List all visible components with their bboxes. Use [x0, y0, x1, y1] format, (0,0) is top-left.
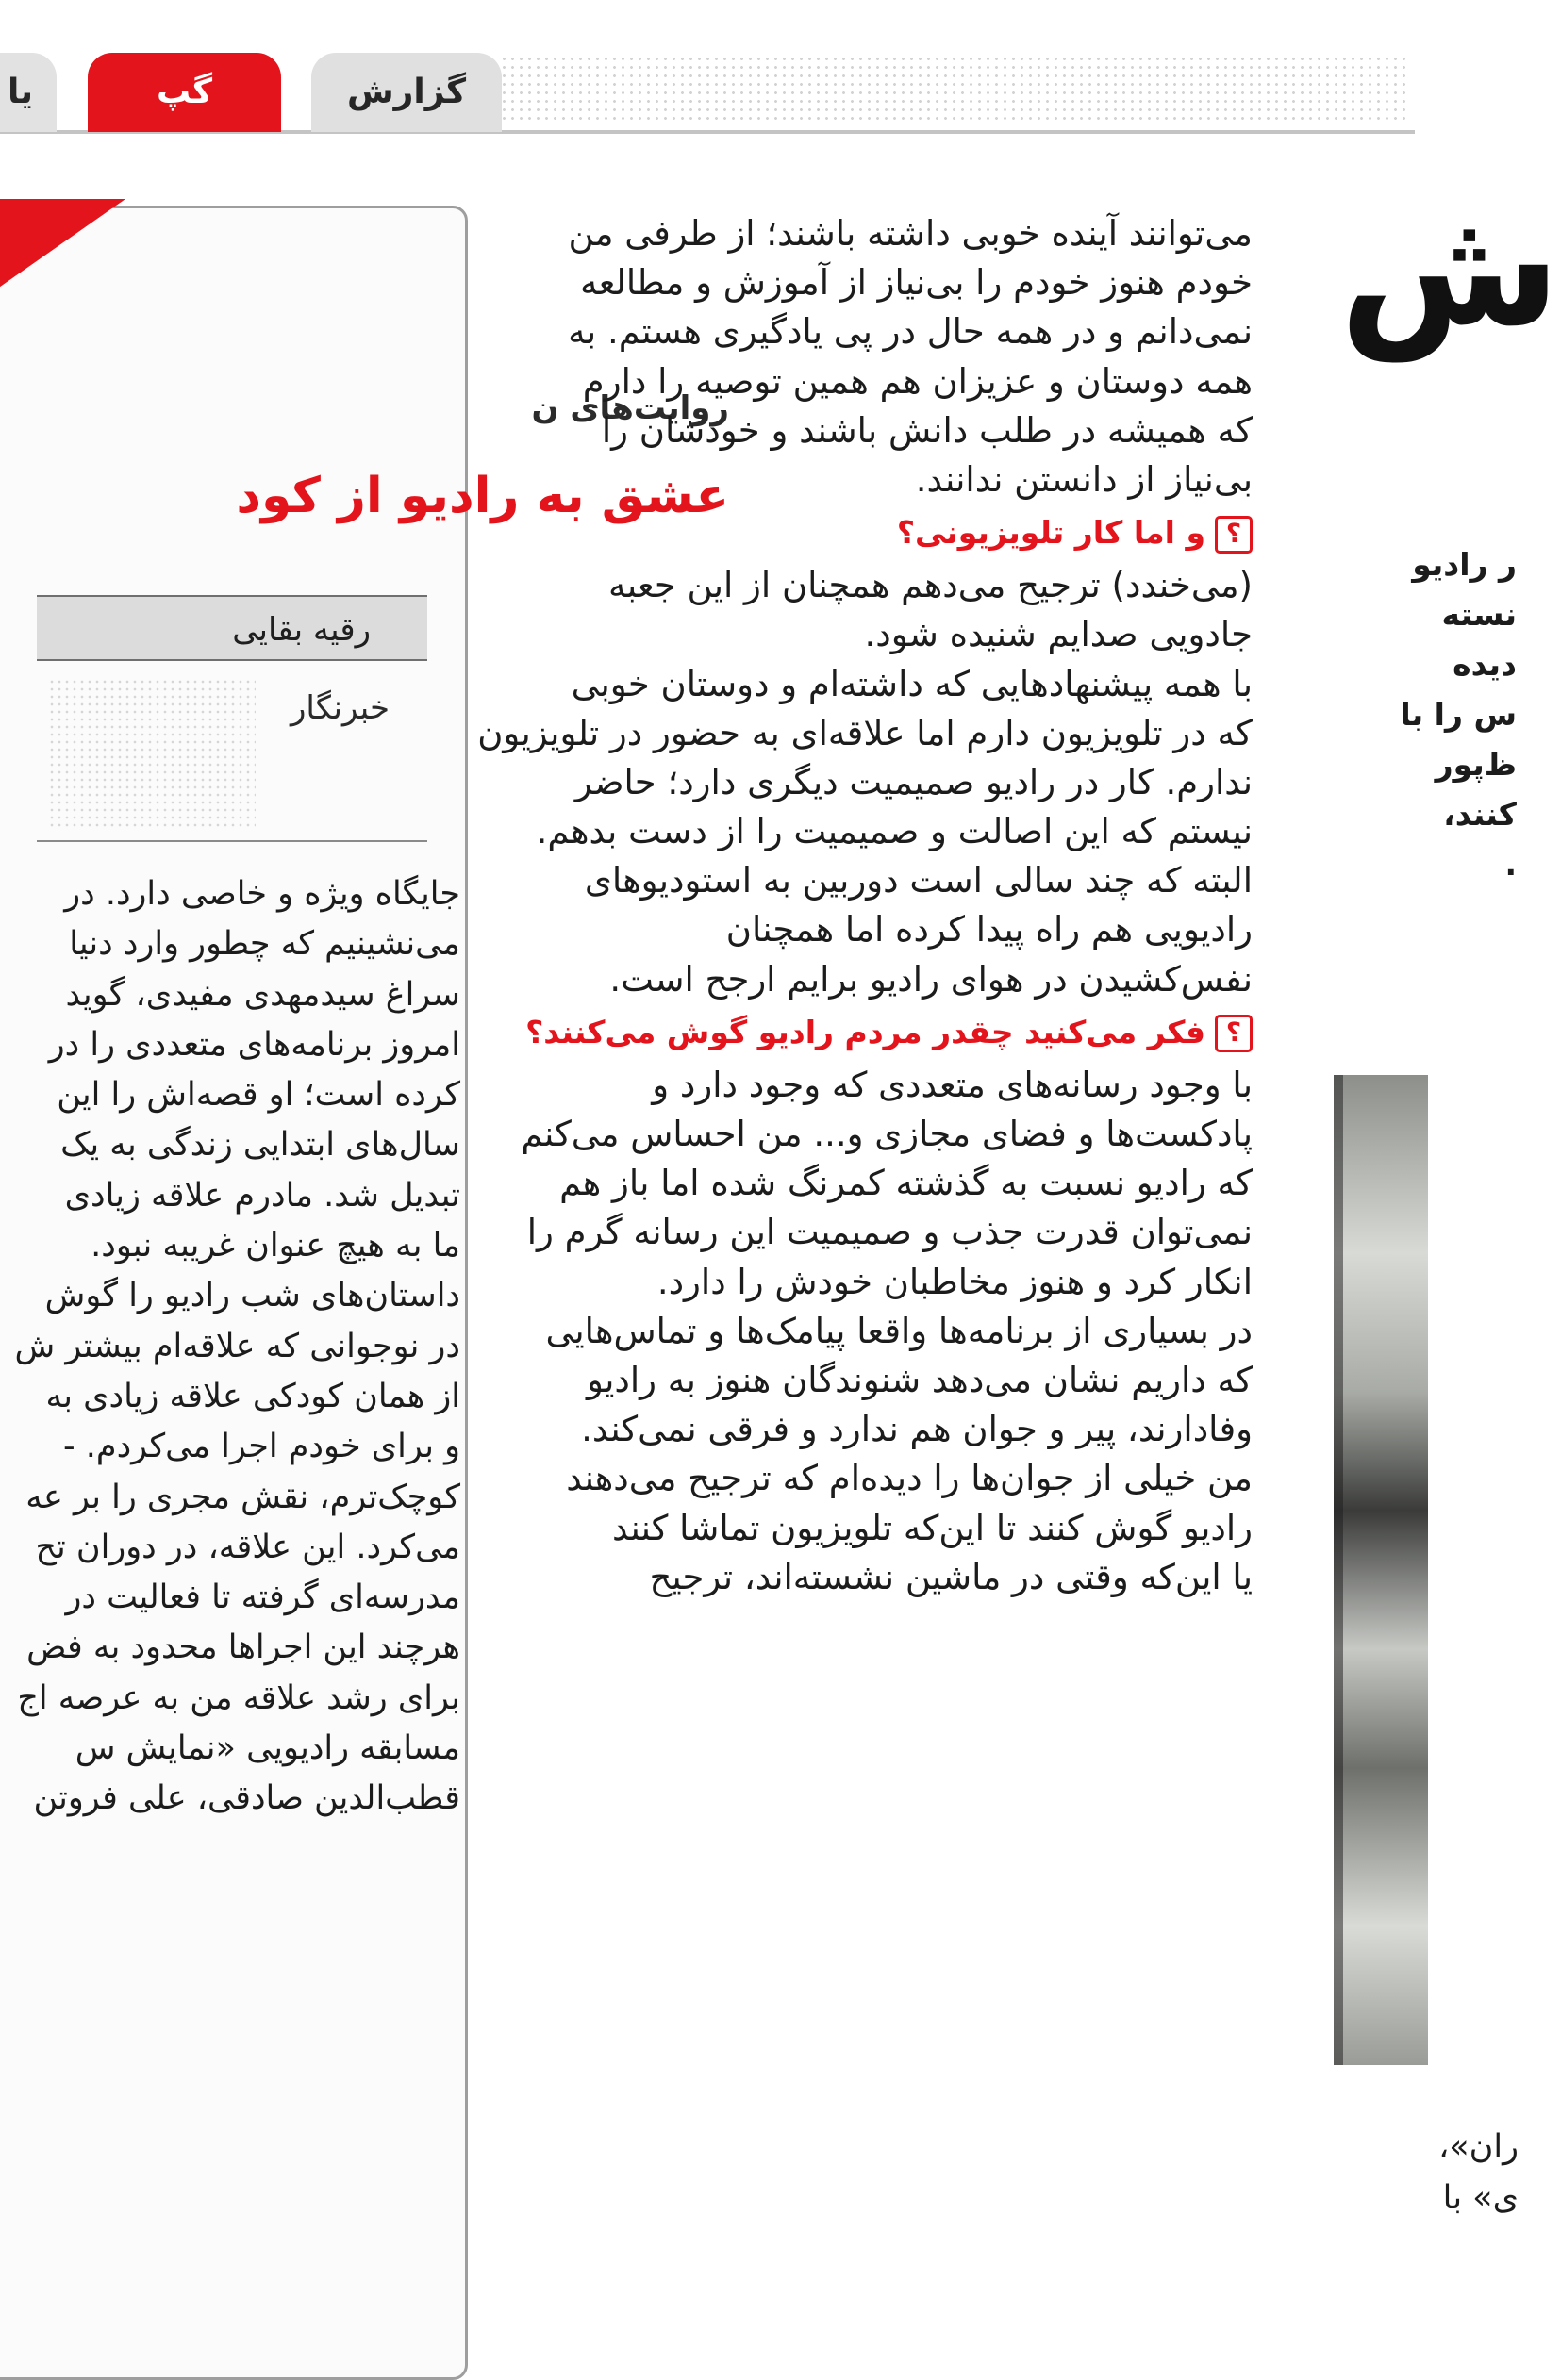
text-line: می‌نشینیم که چطور وارد دنیا [69, 925, 460, 964]
question-heading-listeners [517, 1004, 1253, 1061]
author-name: رقیه بقایی [37, 595, 427, 661]
text-line: در نوجوانی که علاقه‌ام بیشتر ش [14, 1327, 460, 1365]
sidebar-kicker: روایت‌های ن [531, 389, 729, 427]
text-line: ران»، [1437, 2128, 1519, 2166]
text-line: خودم هنوز خودم را بی‌نیاز از آموزش و مطالعه [579, 262, 1253, 304]
text-line: البته که چند سالی است دوربین به استودیوهای [584, 860, 1253, 901]
text-line: جایگاه ویژه و خاصی دارد. در [64, 875, 460, 913]
text-line: که داریم نشان می‌دهد شنوندگان هنوز به رادیو [586, 1359, 1253, 1400]
text-line: با وجود رسانه‌های متعددی که وجود دارد و [652, 1064, 1253, 1105]
text-line: می‌توانند آینده خوبی داشته باشند؛ از طرفی من [568, 213, 1253, 254]
text-line: با همه پیشنهادهایی که داشته‌ام و دوستان خوبی [571, 663, 1253, 704]
text-line: برای رشد علاقه من به عرصه اج [17, 1678, 460, 1717]
text-line: که در تلویزیون دارم اما علاقه‌ای به حضور در تلویزیون [477, 712, 1253, 753]
text-line: و برای خودم اجرا می‌کردم. - [63, 1428, 460, 1466]
text-line: امروز برنامه‌های متعددی را در [48, 1025, 460, 1064]
text-line: یا این‌که وقتی در ماشین نشسته‌اند، ترجیح [649, 1556, 1253, 1597]
text-line: انکار کرد و هنوز مخاطبان خودش را دارد. [656, 1261, 1253, 1302]
text-line: نیستم که این اصالت و صمیمیت را از دست بدهم. [536, 811, 1253, 852]
tab-report[interactable]: گزارش [311, 53, 502, 132]
question-text: و اما کار تلویزیونی؟ [896, 514, 1205, 552]
text-line: نمی‌دانم و در همه حال در پی یادگیری هستم. به [568, 311, 1253, 353]
sidebar-headline: عشق به رادیو از کود [236, 468, 729, 524]
text-line: نفس‌کشیدن در هوای رادیو برایم ارجح است. [609, 958, 1253, 1000]
text-line: هرچند این اجراها محدود به فض [26, 1628, 460, 1667]
text-line: مدرسه‌ای گرفته تا فعالیت در [65, 1578, 460, 1617]
text-line: قطب‌الدین صادقی، علی فروتن [33, 1779, 460, 1818]
text-line: رادیویی هم راه پیدا کرده اما همچنان [725, 909, 1253, 950]
text-line: نسته [1441, 596, 1517, 633]
sidebar-body [0, 869, 460, 1825]
text-line: جادویی صدایم شنیده شود. [864, 614, 1253, 655]
text-line: رادیو گوش کنند تا این‌که تلویزیون تماشا کنند [612, 1507, 1253, 1548]
author-photo-placeholder [48, 678, 256, 829]
text-line: تبدیل شد. مادرم علاقه زیادی [64, 1176, 460, 1215]
right-title-fragment: ش [1339, 175, 1561, 362]
text-line: در بسیاری از برنامه‌ها واقعا پیامک‌ها و تماس‌هایی [545, 1310, 1253, 1351]
right-lead-fragments [1328, 539, 1517, 889]
text-line: از همان کودکی علاقه زیادی به [45, 1377, 460, 1415]
text-line: ی» با [1442, 2179, 1519, 2217]
text-line: س را با [1400, 696, 1517, 733]
text-line: کنند، [1443, 796, 1517, 833]
text-line: ما به هیچ عنوان غریبه نبود. [91, 1227, 460, 1265]
text-line: ر رادیو [1412, 546, 1517, 583]
text-line: ظ‌پور [1435, 746, 1517, 783]
red-corner-accent [0, 199, 125, 331]
tab-partial[interactable]: یا [0, 53, 57, 132]
text-line: که رادیو نسبت به گذشته کمرنگ شده اما باز هم [559, 1163, 1253, 1204]
text-line: وفادارند، پیر و جوان هم ندارد و فرقی نمی‌کند. [581, 1409, 1253, 1450]
text-line: سال‌های ابتدایی زندگی به یک [60, 1126, 460, 1165]
header-dot-pattern [500, 55, 1405, 124]
text-line: مسابقه رادیویی «نمایش س [75, 1729, 460, 1768]
text-line: همه دوستان و عزیزان هم همین توصیه را دارم [582, 360, 1253, 402]
text-line: دیده [1453, 646, 1517, 683]
text-line: پادکست‌ها و فضای مجازی و... من احساس می‌کنم [521, 1114, 1253, 1154]
text-line: که همیشه در طلب دانش باشند و خودشان را [601, 409, 1253, 451]
radio-studio-photo [1334, 1075, 1428, 2065]
text-line: من خیلی از جوان‌ها را دیده‌ام که ترجیح می‌دهند [566, 1458, 1253, 1499]
text-line: می‌کرد. این علاقه، در دوران تح [35, 1528, 460, 1566]
text-line: سراغ سیدمهدی مفیدی، گوید [65, 975, 460, 1014]
question-heading-tv [517, 504, 1253, 561]
author-role: خبرنگار [290, 689, 390, 727]
question-icon: ؟ [1215, 1015, 1253, 1052]
text-line: کوچک‌ترم، نقش مجری را بر عه [25, 1478, 460, 1516]
question-text: فکر می‌کنید چقدر مردم رادیو گوش می‌کنند؟ [525, 1013, 1205, 1050]
right-bottom-fragments [1330, 2122, 1519, 2223]
text-line: بی‌نیاز از دانستن ندانند. [915, 458, 1253, 500]
tab-gap[interactable]: گپ [88, 53, 281, 132]
question-icon: ؟ [1215, 516, 1253, 554]
author-divider [37, 840, 427, 842]
text-line: نمی‌توان قدرت جذب و صمیمیت این رسانه گرم را [526, 1212, 1253, 1253]
text-line: ندارم. کار در رادیو صمیمیت دیگری دارد؛ حاضر [574, 761, 1253, 802]
text-line: کرده است؛ او قصه‌اش را این [57, 1076, 460, 1115]
text-line: داستان‌های شب رادیو را گوش [44, 1277, 460, 1315]
text-line: . [1504, 846, 1517, 883]
text-line: (می‌خندد) ترجیح می‌دهم همچنان از این جعبه [608, 565, 1253, 606]
